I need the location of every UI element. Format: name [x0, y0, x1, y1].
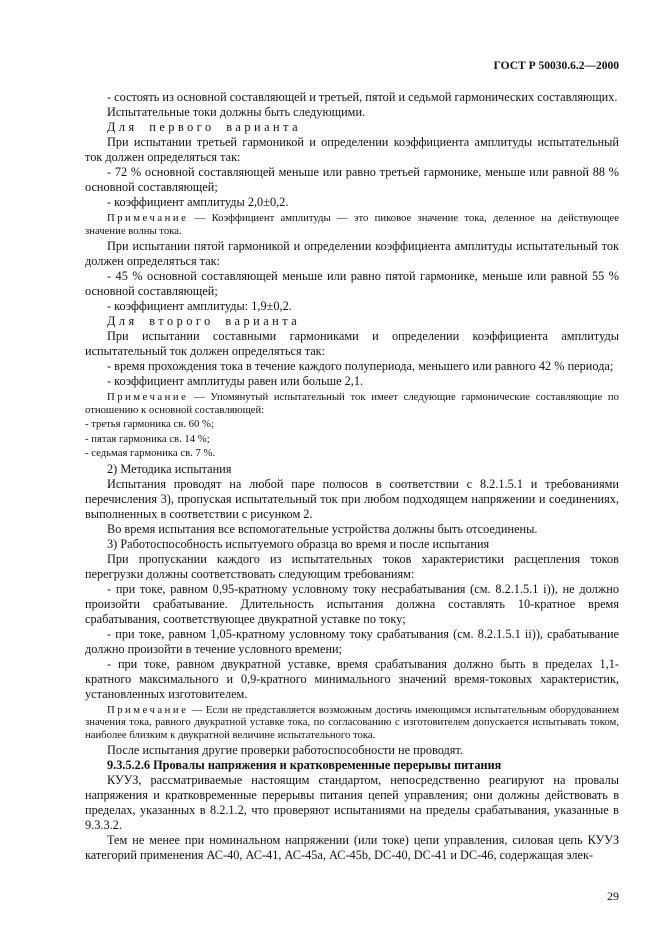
- note-paragraph: - пятая гармоника св. 14 %;: [85, 432, 210, 445]
- paragraph: Испытания проводят на любой паре полюсов в соответствии с 8.2.1.5.1 и требованиями перечисления 3), пропуская испытательный ток при любом подходящем напряжении и соединениях, выполненных в соответствии с рисунком 2.: [85, 476, 619, 521]
- paragraph: 9.3.5.2.6 Провалы напряжения и кратковременные перерывы питания: [107, 758, 502, 772]
- paragraph: При пропускании каждого из испытательных токов характеристики расцепления токов перегрузки должны соответствовать следующим требованиям:: [85, 551, 619, 581]
- paragraph: - 72 % основной составляющей меньше или равно третьей гармонике, меньше или равной 88 % основной составляющей;: [85, 165, 619, 194]
- note-paragraph: Примечание — Коэффициент амплитуды — это пиковое значение тока, деленное на действующее значение волны тока.: [85, 212, 619, 237]
- paragraph: После испытания другие проверки работоспособности не проводят.: [107, 743, 463, 757]
- paragraph: - состоять из основной составляющей и третьей, пятой и седьмой гармонических составляющих.: [107, 90, 618, 104]
- page-footer: [85, 889, 619, 904]
- note-paragraph: Примечание — Если не представляется возможным достичь имеющимся испытательным оборудованием значения тока, равного двукратной уставке тока, по согласованию с изготовителем допускается испытывать током, наиболее близким к двукратной величине испытательного тока.: [85, 703, 619, 741]
- paragraph: При испытании составными гармониками и определении коэффициента амплитуды испытательный ток должен определяться так:: [85, 329, 619, 358]
- paragraph: Для второго варианта: [107, 314, 301, 328]
- paragraph: При испытании третьей гармоникой и определении коэффициента амплитуды испытательный ток должен определяться так:: [85, 135, 619, 164]
- note-paragraph: Примечание — Упомянутый испытательный ток имеет следующие гармонические составляющие по отношению к основной составляющей:: [85, 391, 619, 416]
- paragraph: Для первого варианта: [107, 120, 302, 134]
- paragraph: Тем не менее при номинальном напряжении (или токе) цепи управления, силовая цепь КУУЗ категорий применения АС-40, АС-41, АС-45а, АС-45b, DC-40, DC-41 и DC-46, содержащая элек-: [85, 833, 619, 862]
- paragraph: - при токе, равном 1,05-кратному условному току срабатывания (см. 8.2.1.5.1 ii)), срабатывание должно произойти в течение условного времени;: [85, 626, 619, 656]
- paragraph: - при токе, равном двукратной уставке, время срабатывания должно быть в пределах 1,1-кратного максимального и 0,9-кратного минимального значений время-токовых характеристик, установленных изготовителем.: [85, 656, 619, 701]
- document-number: ГОСТ Р 50030.6.2—2000: [493, 60, 619, 72]
- paragraph: - коэффициент амплитуды равен или больше 2,1.: [107, 374, 364, 388]
- note-paragraph: - третья гармоника св. 60 %;: [85, 418, 214, 430]
- paragraph: 3) Работоспособность испытуемого образца во время и после испытания: [107, 536, 490, 551]
- paragraph: - при токе, равном 0,95-кратному условному току несрабатывания (см. 8.2.1.5.1 i)), не должно произойти срабатывание. Длительность испытания должна составлять 10-кратное время срабатывания, соответствующее двукратной уставке по току;: [85, 581, 619, 626]
- page-number: 29: [607, 889, 619, 903]
- page-header: [85, 60, 619, 72]
- note-label: Примечание: [107, 703, 189, 716]
- paragraph: 2) Методика испытания: [107, 461, 232, 476]
- paragraph: - коэффициент амплитуды 2,0±0,2.: [107, 195, 289, 209]
- paragraph: КУУЗ, рассматриваемые настоящим стандартом, непосредственно реагируют на провалы напряжения и кратковременные перерывы питания цепей управления; они должны действовать в пределах, указанных в 8.2.1.2, что проверяют испытаниями на пределы срабатывания, указанные в 9.3.3.2.: [85, 773, 619, 832]
- paragraph: - время прохождения тока в течение каждого полупериода, меньшего или равного 42 % периода;: [107, 359, 614, 373]
- note-label: Примечание: [107, 391, 189, 403]
- note-label: Примечание: [107, 212, 189, 224]
- paragraph: Испытательные токи должны быть следующими.: [107, 105, 366, 119]
- paragraph: - коэффициент амплитуды: 1,9±0,2.: [107, 299, 292, 313]
- note-paragraph: - седьмая гармоника св. 7 %.: [85, 447, 216, 459]
- paragraph: Во время испытания все вспомогательные устройства должны быть отсоединены.: [107, 521, 538, 536]
- paragraph: При испытании пятой гармоникой и определении коэффициента амплитуды испытательный ток должен определяться так:: [85, 239, 619, 268]
- page-body: [85, 90, 619, 863]
- paragraph: - 45 % основной составляющей меньше или равно пятой гармонике, меньше или равной 55 % основной составляющей;: [85, 269, 619, 298]
